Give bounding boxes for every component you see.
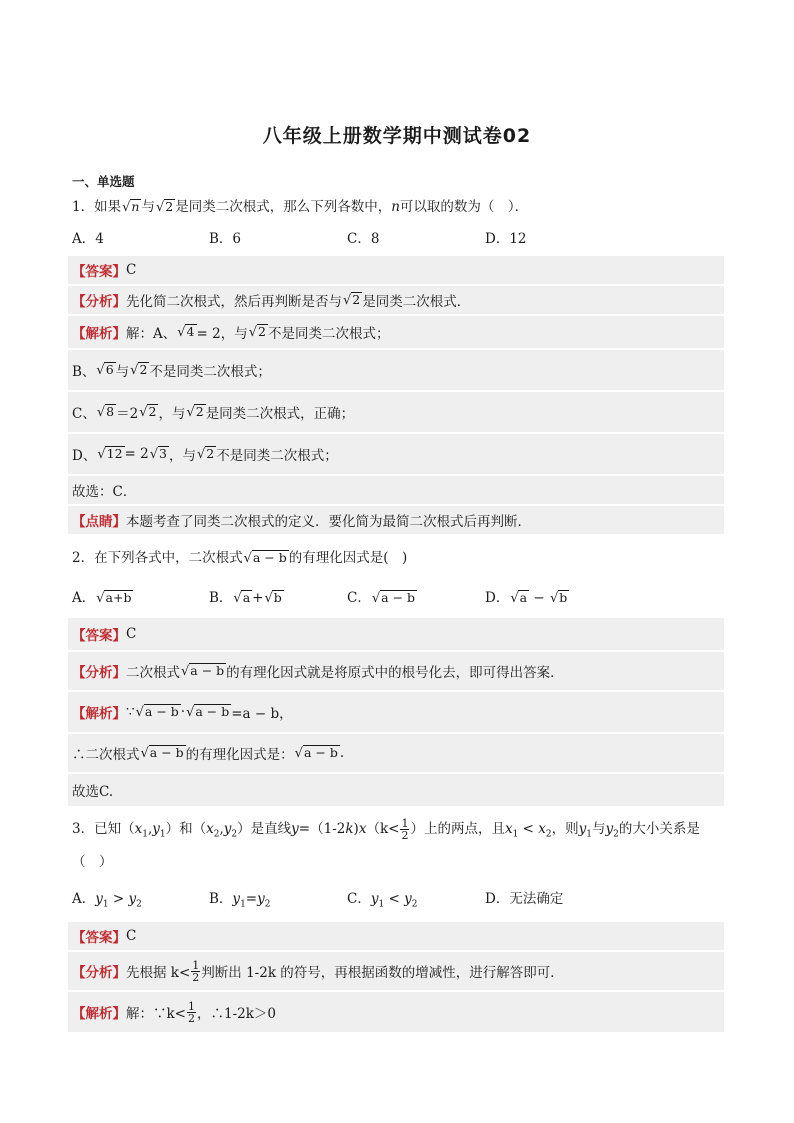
q2-answer: 【答案】 C [68, 618, 724, 650]
q1-option-b: B．6 [209, 231, 242, 247]
q1-option-c: C．8 [347, 231, 380, 247]
q1-option-d: D．12 [485, 231, 527, 247]
q1-option-a: A．4 [72, 231, 104, 247]
q1-choice: 故选：C． [68, 476, 724, 504]
q1-comment: 【点睛】 本题考查了同类二次根式的定义．要化简为最简二次根式后再判断． [68, 506, 724, 534]
q3-option-a: A．$y_1 > y_2$ [72, 891, 142, 910]
q2-therefore: ∴二次根式 √ a − b 的有理化因式是： √ a − b . [68, 734, 724, 772]
question-2-text: 2．在下列各式中，二次根式√ a − b 的有理化因式是( ) [72, 548, 407, 568]
q2-option-c: C．√ a − b [347, 588, 417, 608]
question-1-text: 1．如果√ n 与√ 2 是同类二次根式，那么下列各数中，n可以取的数为（ ）． [72, 197, 528, 217]
q1-solution-d: D、 √ 12 = 2 √ 3 ，与 √ 2 不是同类二次根式； [68, 434, 724, 474]
q3-answer: 【答案】 C [68, 922, 724, 950]
q2-choice: 故选C. [68, 774, 724, 806]
q2-solution: 【解析】 ∵ √ a − b · √ a − b =a − b， [68, 692, 724, 732]
q1-solution-a: 【解析】 解：A、 √ 4 = 2，与 √ 2 不是同类二次根式； [68, 316, 724, 348]
q2-analysis: 【分析】 二次根式 √ a − b 的有理化因式就是将原式中的根号化去，即可得出答案． [68, 652, 724, 690]
q1-solution-b: B、 √ 6 与 √ 2 不是同类二次根式； [68, 350, 724, 390]
question-3-paren: （ ） [72, 854, 113, 870]
page-title: 八年级上册数学期中测试卷02 [262, 125, 532, 147]
q3-option-b: B．$y_1=y_2$ [209, 891, 271, 910]
q3-solution: 【解析】 解：∵k< $\frac{1}{2}$ ，∴1-2k＞0 [68, 992, 724, 1032]
q1-answer: 【答案】 C [68, 256, 724, 284]
q2-option-a: A．√ a+b [72, 588, 133, 608]
q3-option-c: C．$y_1 < y_2$ [347, 891, 418, 910]
q3-option-d: D．无法确定 [485, 891, 564, 907]
q2-option-b: B．√ a +√ b [209, 588, 284, 608]
q3-analysis: 【分析】 先根据 k< $\frac{1}{2}$ 判断出 1-2k 的符号，再根据函数的增减性，进行解答即可． [68, 952, 724, 990]
question-3-text: 3．已知$(x_1,y_1)$和$(x_2,y_2)$是直线y=（1-2k)x（k< $\frac{1}{2}$ ）上的两点，且$x_1 < x_2$，则$y_1$与$y_2$的大小关系是 [72, 817, 700, 842]
q1-solution-c: C、 √ 8 ＝2 √ 2 ，与 √ 2 是同类二次根式，正确； [68, 392, 724, 432]
q2-option-d: D．√ a − √ b [485, 588, 569, 608]
section-heading: 一、单选题 [72, 174, 135, 189]
q1-analysis: 【分析】 先化简二次根式，然后再判断是否与 √ 2 是同类二次根式． [68, 286, 724, 314]
